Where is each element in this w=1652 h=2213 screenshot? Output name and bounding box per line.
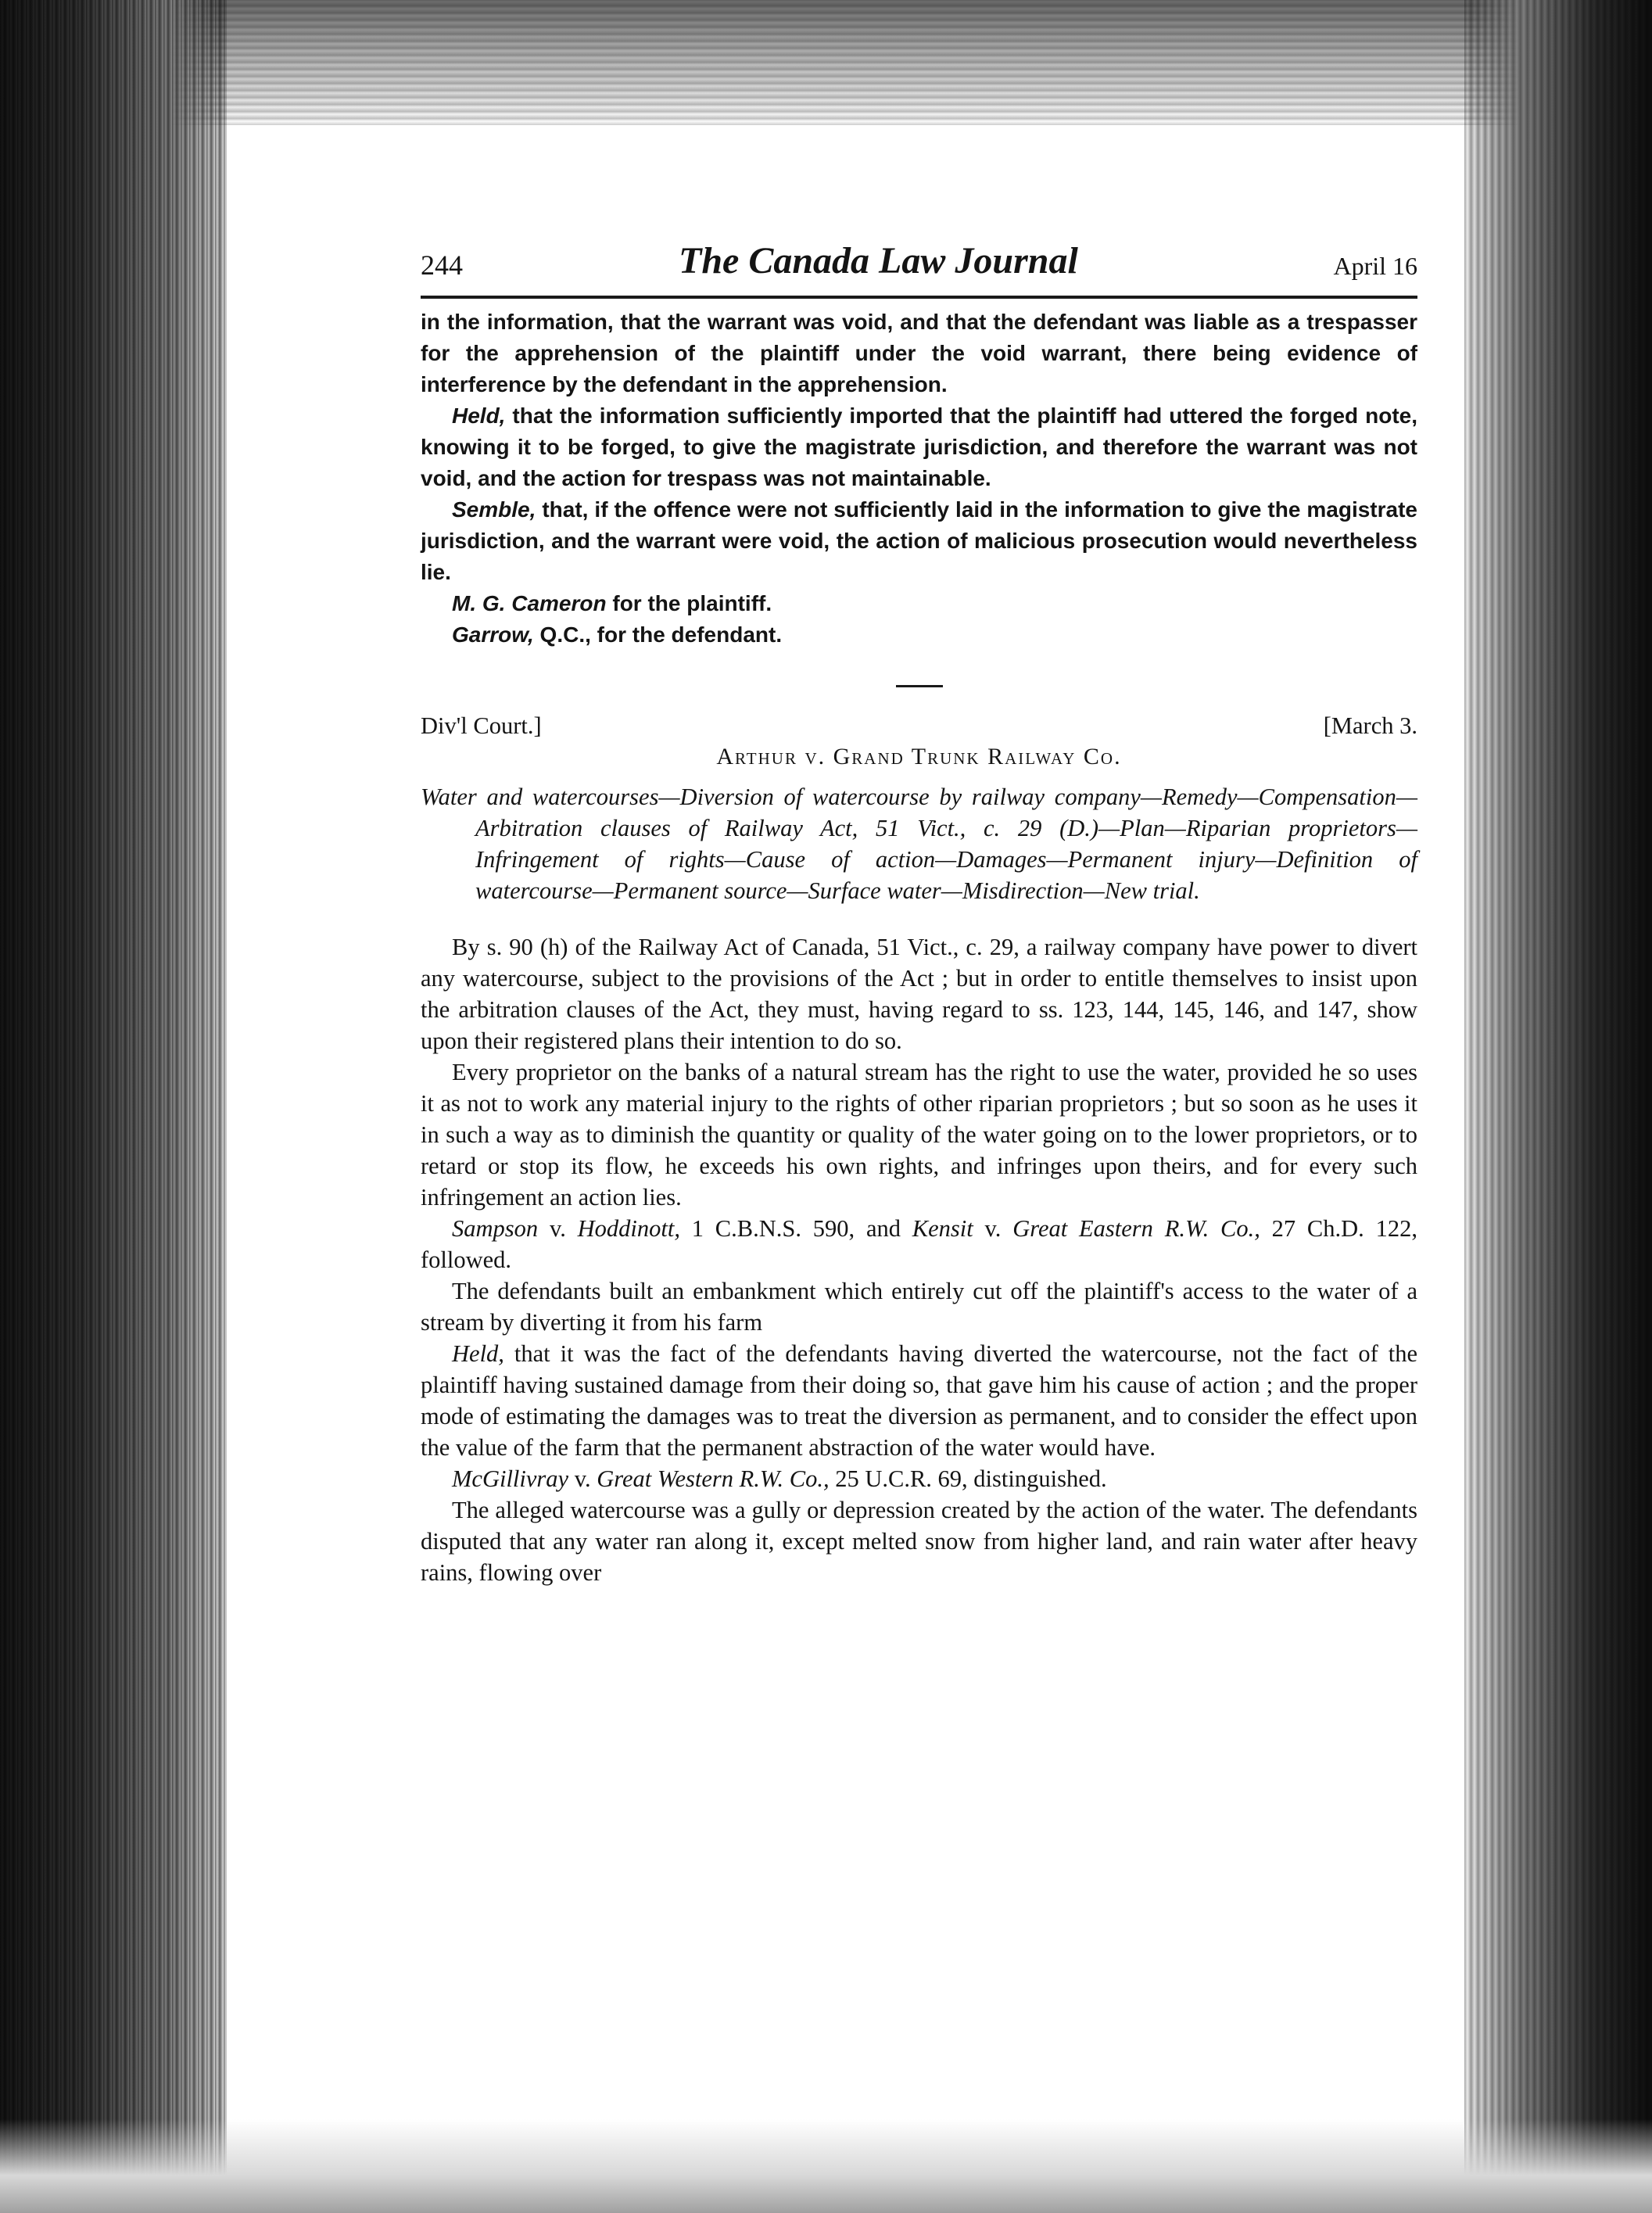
- paragraph-continuation: in the information, that the warrant was void, and that the defendant was liable as a trespasser for the apprehension of the plaintiff under the void warrant, there being evidence of interference by the defendant in the apprehension.: [421, 310, 1417, 396]
- scan-border-left: [0, 0, 227, 2213]
- journal-title: The Canada Law Journal: [679, 240, 1078, 282]
- counsel-defendant: [452, 619, 1417, 651]
- versus: v.: [973, 1215, 1013, 1242]
- court-line: [421, 706, 1417, 744]
- case-name: Kensit: [912, 1215, 973, 1242]
- running-header: [421, 235, 1417, 299]
- versus: v.: [538, 1215, 578, 1242]
- case-title: Arthur v. Grand Trunk Railway Co.: [716, 744, 1122, 769]
- held-label: Held,: [452, 1340, 504, 1367]
- versus: v.: [568, 1465, 597, 1492]
- paragraph-semble: [421, 494, 1417, 588]
- scan-border-right: [1464, 0, 1652, 2213]
- held-text: that it was the fact of the defendants having diverted the watercourse, not the fact of the plaintiff having sustained damage from their doing so, that gave him his cause of action ; and the proper mode of estimating the damages was to treat the diversion as permanent, and to consider the effect upon the value of the farm that the permanent abstraction of the water would have.: [421, 1340, 1417, 1461]
- court-name: Div'l Court.]: [421, 712, 542, 739]
- journal-page: [421, 235, 1417, 1588]
- case-name: Great Western R.W. Co.,: [597, 1465, 830, 1492]
- counsel-defendant-role: Q.C., for the defendant.: [533, 622, 783, 647]
- paragraph-held: [421, 400, 1417, 494]
- citation: 25 U.C.R. 69, distinguished.: [829, 1465, 1107, 1492]
- counsel-plaintiff-role: for the plaintiff.: [606, 591, 772, 615]
- case-headnote: Water and watercourses—Diversion of watercourse by railway company—Remedy—Compensation—Arbitration clauses of Railway Act, 51 Vict., c. 29 (D.)—Plan—Riparian proprietors—Infringement of rights—Cause of action—Damages—Permanent injury—Definition of watercourse—Permanent source—Surface water—Misdirection—New trial.: [421, 784, 1417, 904]
- paragraph-authority-distinguished: [421, 1463, 1417, 1494]
- paragraph-held-damages: [421, 1338, 1417, 1463]
- counsel-plaintiff-name: M. G. Cameron: [452, 591, 607, 615]
- page-number: 244: [421, 249, 463, 281]
- section-divider: [896, 685, 943, 687]
- case-name: Great Eastern R.W. Co.,: [1012, 1215, 1260, 1242]
- held-text: that the information sufficiently imported that the plaintiff had uttered the forged note, knowing it to be forged, to give the magistrate jurisdiction, and therefore the warrant was not void, and the action for trespass was not maintainable.: [421, 404, 1417, 490]
- citation: 27 Ch.D. 122, followed.: [421, 1215, 1417, 1273]
- scan-border-top: [0, 0, 1652, 125]
- paragraph-watercourse-dispute: The alleged watercourse was a gully or depression created by the action of the water. The defendants disputed that any water ran along it, except melted snow from higher land, and rain water after heavy rains, flowing over: [421, 1497, 1417, 1586]
- semble-label: Semble,: [452, 497, 536, 522]
- semble-text: that, if the offence were not sufficiently laid in the information to give the magistrate jurisdiction, and the warrant were void, the action of malicious prosecution would nevertheless lie.: [421, 497, 1417, 584]
- scan-border-bottom: [0, 2119, 1652, 2213]
- paragraph-embankment: The defendants built an embankment which entirely cut off the plaintiff's access to the water of a stream by diverting it from his farm: [421, 1278, 1417, 1336]
- paragraph-railway-act: By s. 90 (h) of the Railway Act of Canada, 51 Vict., c. 29, a railway company have power to divert any watercourse, subject to the provisions of the Act ; but in order to entitle themselves to insist upon the arbitration clauses of the Act, they must, having regard to ss. 123, 144, 145, 146, and 147, show upon their registered plans their intention to do so.: [421, 934, 1417, 1054]
- case-name: Hoddinott,: [577, 1215, 680, 1242]
- issue-date: April 16: [1333, 252, 1417, 280]
- held-label: Held,: [452, 404, 506, 428]
- paragraph-riparian-rights: Every proprietor on the banks of a natural stream has the right to use the water, provided he so uses it as not to work any material injury to the rights of other riparian proprietors ; but so soon as he uses it in such a way as to diminish the quantity or quality of the water going on to the lower proprietors, or to retard or stop its flow, he exceeds his own rights, and infringes upon theirs, and for every such infringement an action lies.: [421, 1059, 1417, 1211]
- case-name: McGillivray: [452, 1465, 569, 1492]
- paragraph-authorities-followed: [421, 1213, 1417, 1275]
- case-name: Sampson: [452, 1215, 539, 1242]
- decision-date: [March 3.: [1323, 712, 1417, 739]
- counsel-defendant-name: Garrow,: [452, 622, 534, 647]
- counsel-plaintiff: [452, 588, 1417, 619]
- citation: 1 C.B.N.S. 590, and: [679, 1215, 912, 1242]
